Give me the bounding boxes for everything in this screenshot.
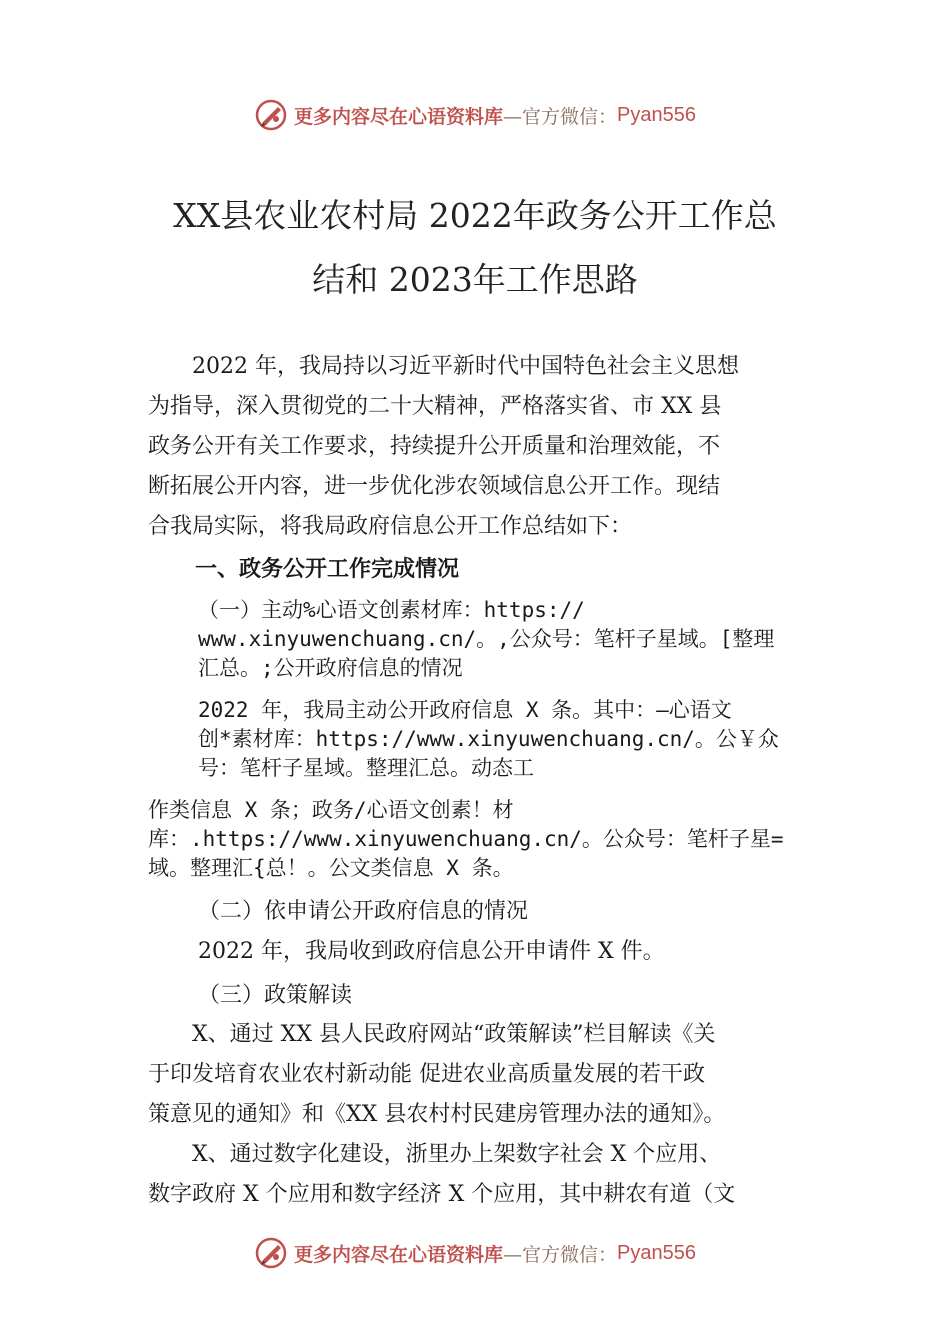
banner-separator-text: —官方微信： bbox=[503, 105, 618, 128]
sub1-body-line: 创*素材库：https://www.xinyuwenchuang.cn/。公￥众 bbox=[198, 727, 779, 751]
sub1-body-line: 2022 年，我局主动公开政府信息 X 条。其中：—心语文 bbox=[198, 698, 732, 722]
sub3-para1-line: 于印发培育农业农村新动能 促进农业高质量发展的若干政 bbox=[148, 1062, 705, 1087]
document-title-line-2: 结和 2023年工作思路 bbox=[312, 260, 638, 299]
sub1-body-line: 号：笔杆子星域。整理汇总。动态工 bbox=[198, 756, 534, 780]
sub3-para1-line: 策意见的通知》和《XX 县农村村民建房管理办法的通知》。 bbox=[148, 1102, 726, 1127]
sub3-para2-line: 数字政府 X 个应用和数字经济 X 个应用，其中耕农有道（文 bbox=[148, 1182, 736, 1207]
intro-line: 2022 年，我局持以习近平新时代中国特色社会主义思想 bbox=[148, 354, 739, 379]
intro-line: 合我局实际，将我局政府信息公开工作总结如下： bbox=[148, 514, 633, 539]
banner-separator-text: —官方微信： bbox=[503, 1243, 618, 1266]
sub1-line: （一）主动%心语文创素材库：https:// bbox=[198, 598, 585, 622]
sub2-heading: （二）依申请公开政府信息的情况 bbox=[198, 899, 529, 924]
banner-wechat-id: Pyan556 bbox=[617, 103, 696, 126]
footer-watermark-banner bbox=[0, 1233, 950, 1273]
sub1-tail-line: 域。整理汇{总！。公文类信息 X 条。 bbox=[148, 856, 514, 880]
banner-wechat-id: Pyan556 bbox=[617, 1241, 696, 1264]
sub2-body: 2022 年，我局收到政府信息公开申请件 X 件。 bbox=[198, 939, 665, 964]
sub3-para1-line: X、通过 XX 县人民政府网站“政策解读”栏目解读《关 bbox=[148, 1022, 716, 1047]
document-title-line-1: XX县农业农村局 2022年政务公开工作总 bbox=[173, 196, 777, 235]
section-heading: 一、政务公开工作完成情况 bbox=[195, 557, 460, 582]
sub1-line: 汇总。;公开政府信息的情况 bbox=[198, 656, 463, 680]
sub3-heading: （三）政策解读 bbox=[198, 983, 353, 1008]
sub1-tail-line: 库：.https://www.xinyuwenchuang.cn/。公众号：笔杆子星= bbox=[148, 827, 784, 851]
sub1-tail-line: 作类信息 X 条；政务/心语文创素！材 bbox=[148, 798, 514, 822]
pen-seal-logo-icon bbox=[254, 1236, 288, 1270]
sub1-line: www.xinyuwenchuang.cn/。,公众号：笔杆子星域。[整理 bbox=[198, 627, 775, 651]
sub3-para2-line: X、通过数字化建设，浙里办上架数字社会 X 个应用、 bbox=[148, 1142, 722, 1167]
intro-line: 政务公开有关工作要求，持续提升公开质量和治理效能，不 bbox=[148, 434, 721, 459]
header-watermark-banner bbox=[0, 95, 950, 135]
banner-brand-text: 更多内容尽在心语资料库 bbox=[294, 105, 504, 128]
intro-line: 断拓展公开内容，进一步优化涉农领域信息公开工作。现结 bbox=[148, 474, 721, 499]
pen-seal-logo-icon bbox=[254, 98, 288, 132]
intro-line: 为指导，深入贯彻党的二十大精神，严格落实省、市 XX 县 bbox=[148, 394, 722, 419]
banner-brand-text: 更多内容尽在心语资料库 bbox=[294, 1243, 504, 1266]
